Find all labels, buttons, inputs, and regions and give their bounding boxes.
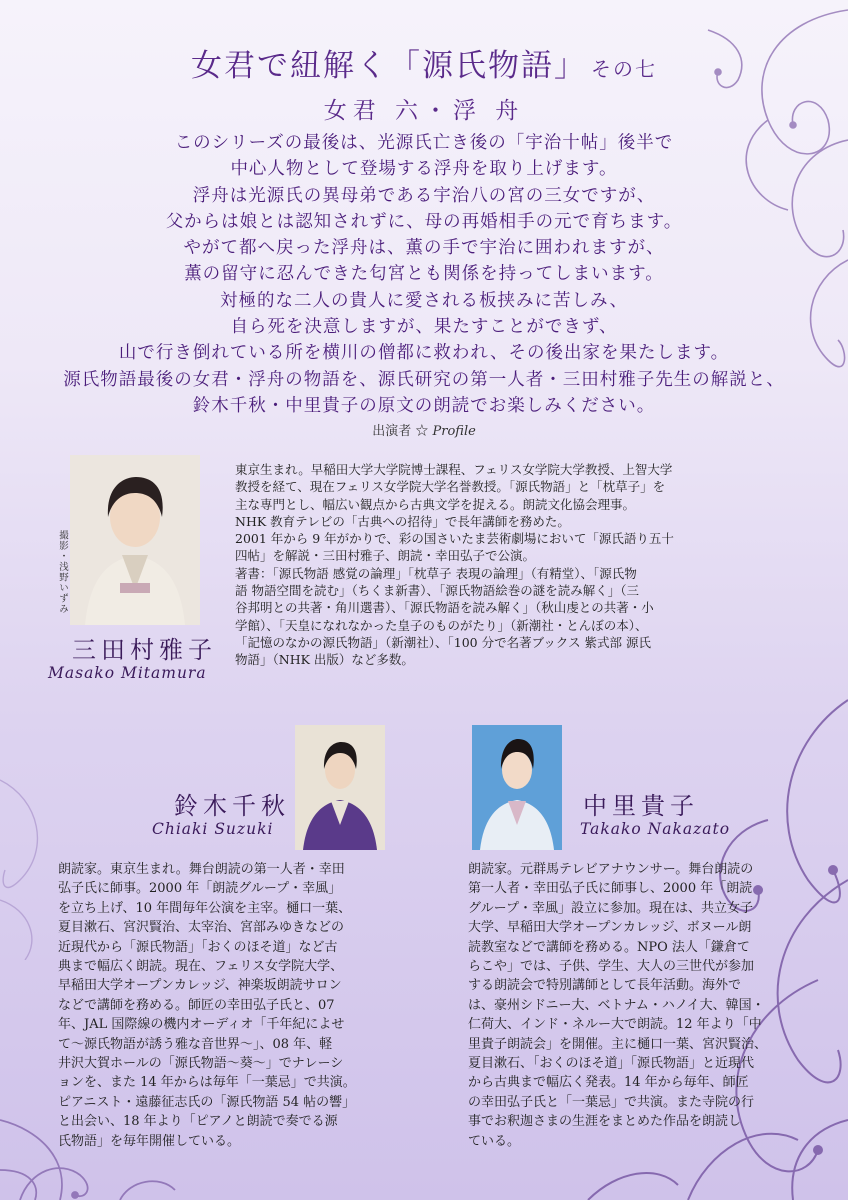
bio-line: 井沢大賀ホールの「源氏物語〜葵〜」でナレーシ [58, 1056, 344, 1072]
bio-line: 語 物語空間を読む」（ちくま新書）、「源氏物語絵巻の謎を読み解く」（三 [235, 583, 639, 599]
bio-line: などで講師を務める。師匠の幸田弘子氏と、07 [58, 997, 335, 1013]
bio-line: 大学、早稲田大学オープンカレッジ、ボヌール朗 [468, 920, 752, 936]
bio-suzuki [58, 860, 418, 1151]
bio-line: から古典まで幅広く発表。14 年から毎年、師匠 [468, 1075, 749, 1091]
bio-line: ピアニスト・遠藤征志氏の「源氏物語 54 帖の響」 [58, 1094, 356, 1110]
intro-line: 山で行き倒れている所を横川の僧都に救われ、その後出家を果たします。 [118, 343, 730, 364]
bio-line: 教授を経て、現在フェリス女学院大学名誉教授。「源氏物語」と「枕草子」を [235, 479, 666, 495]
bio-line: 物語」（NHK 出版）など多数。 [235, 652, 414, 668]
bio-line: 近現代から「源氏物語」「おくのほそ道」など古 [58, 939, 338, 955]
bio-line: 「記憶のなかの源氏物語」（新潮社）、「100 分で名著ブックス 紫式部 源氏 [235, 634, 652, 650]
bio-line: 学館）、「天皇になれなかった皇子のものがたり」（新潮社・とんぼの本）、 [235, 617, 648, 633]
profile-heading-en: Profile [432, 424, 476, 439]
bio-line: する朗読会で特別講師として長年活動。海外で [468, 978, 742, 994]
profile-heading-jp: 出演者 ☆ [372, 424, 429, 439]
bio-line: 夏目漱石、「おくのほそ道」「源氏物語」と近現代 [468, 1056, 755, 1072]
bio-line: 年、JAL 国際線の機内オーディオ「千年紀によせ [58, 1017, 345, 1033]
bio-line: を立ち上げ、10 年間毎年公演を主宰。樋口一葉、 [58, 900, 352, 916]
bio-line: 里貴子朗読会」を開催。主に樋口一葉、宮沢賢治、 [468, 1036, 768, 1052]
portrait-nakazato [472, 725, 562, 850]
intro-line: 父からは娘とは認知されずに、母の再婚相手の元で育ちます。 [165, 211, 683, 232]
profile-heading [0, 420, 848, 439]
bio-line: 夏目漱石、宮沢賢治、太宰治、宮部みゆきなどの [58, 920, 345, 936]
intro-line: 自ら死を決意しますが、果たすことができず、 [230, 317, 618, 338]
bio-line: 早稲田大学オープンカレッジ、神楽坂朗読サロン [58, 978, 342, 994]
bio-line: ョンを、また 14 年からは毎年「一葉忌」で共演。 [58, 1075, 356, 1091]
bio-line: の幸田弘子氏と「一葉忌」で共演。また寺院の行 [468, 1094, 755, 1110]
bio-line: グループ・幸風」設立に参加。現在は、共立女子 [468, 900, 753, 916]
bio-nakazato [468, 860, 813, 1151]
bio-mitamura [235, 461, 795, 669]
bio-line: 四帖」を解説・三田村雅子、朗読・幸田弘子で公演。 [235, 548, 536, 564]
bio-line: 主な専門とし、幅広い観点から古典文学を捉える。朗読文化協会理事。 [235, 496, 636, 512]
intro-line: このシリーズの最後は、光源氏亡き後の「宇治十帖」後半で [174, 133, 674, 153]
photo-credit: 撮影・浅野いずみ [57, 530, 68, 614]
intro-line: 鈴木千秋・中里貴子の原文の朗読でお楽しみください。 [192, 395, 656, 416]
bio-line: 事でお釈迦さまの生涯をまとめた作品を朗読し [468, 1114, 742, 1130]
page-title [0, 40, 848, 85]
bio-line: 弘子氏に師事。2000 年「朗読グループ・幸風」 [58, 881, 342, 897]
intro-line: 源氏物語最後の女君・浮舟の物語を、源氏研究の第一人者・三田村雅子先生の解説と、 [63, 369, 785, 390]
bio-line: 著書：「源氏物語 感覚の論理」「枕草子 表現の論理」（有精堂）、「源氏物 [235, 565, 637, 581]
bio-line: 谷邦明との共著・角川選書）、「源氏物語を読み解く」（秋山虔との共著・小 [235, 600, 654, 616]
bio-line: 仁荷大、インド・ネルー大で朗読。12 年より「中 [468, 1017, 762, 1033]
intro-line: 薫の留守に忍んできた匂宮とも関係を持ってしまいます。 [184, 264, 664, 285]
intro-line: 中心人物として登場する浮舟を取り上げます。 [230, 159, 618, 180]
intro-line: 対極的な二人の貴人に愛される板挟みに苦しみ、 [219, 290, 629, 311]
bio-line: 朗読家。元群馬テレビアナウンサー。舞台朗読の [468, 862, 754, 877]
bio-line: て〜源氏物語が誘う雅な音世界〜」、08 年、軽 [58, 1036, 333, 1052]
bio-line: らこや」では、子供、学生、大人の三世代が参加 [468, 959, 755, 975]
intro-line: やがて都へ戻った浮舟は、薫の手で宇治に囲われますが、 [183, 238, 665, 259]
bio-line: ている。 [468, 1133, 521, 1149]
bio-line: 典まで幅広く朗読。現在、フェリス女学院大学、 [58, 959, 344, 975]
intro-line: 浮舟は光源氏の異母弟である宇治八の宮の三女ですが、 [192, 185, 656, 206]
title-suffix: その七 [591, 57, 657, 81]
bio-line: 読教室などで講師を務める。NPO 法人「鎌倉て [468, 939, 750, 955]
name-jp-nakazato: 中里貴子 [583, 792, 699, 820]
bio-line: 朗読家。東京生まれ。舞台朗読の第一人者・幸田 [58, 862, 345, 877]
name-en-nakazato: Takako Nakazato [580, 820, 731, 838]
portrait-suzuki [295, 725, 385, 850]
bio-line: 氏物語」を毎年開催している。 [58, 1133, 241, 1149]
title-main: 女君で紐解く「源氏物語」 [191, 48, 587, 84]
bio-line: は、豪州シドニー大、ベトナム・ハノイ大、韓国・ [468, 997, 765, 1013]
intro-text [0, 130, 848, 419]
portrait-mitamura [70, 455, 200, 625]
name-en-mitamura: Masako Mitamura [48, 664, 207, 682]
bio-line: 第一人者・幸田弘子氏に師事し、2000 年「朗読 [468, 881, 753, 897]
bio-line: 2001 年から 9 年がかりで、彩の国さいたま芸術劇場において「源氏語り五十 [235, 531, 674, 547]
name-jp-mitamura: 三田村雅子 [72, 636, 217, 664]
bio-line: 東京生まれ。早稲田大学大学院博士課程、フェリス女学院大学教授、上智大学 [235, 462, 673, 477]
bio-line: NHK 教育テレビの「古典への招待」で長年講師を務めた。 [235, 513, 570, 529]
bio-line: と出会い、18 年より「ピアノと朗読で奏でる源 [58, 1114, 338, 1130]
name-jp-suzuki: 鈴木千秋 [174, 792, 290, 820]
name-en-suzuki: Chiaki Suzuki [152, 820, 274, 838]
page-subtitle: 女君 六・浮 舟 [323, 98, 525, 124]
